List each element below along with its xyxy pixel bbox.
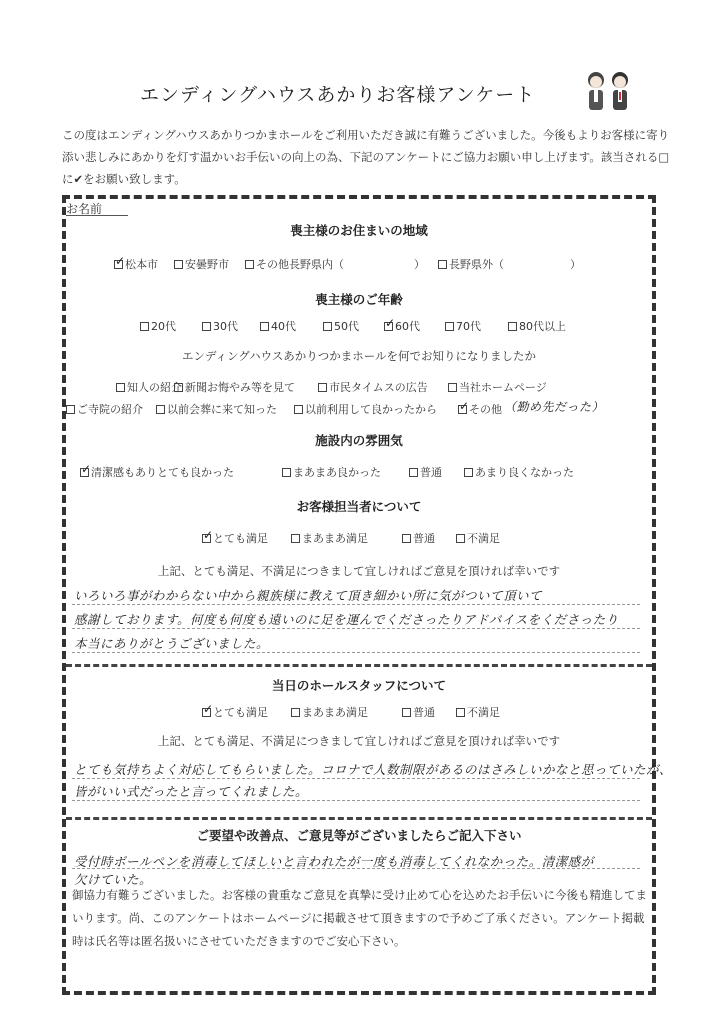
region-option-close: ） — [414, 258, 425, 271]
hall-heading: 当日のホールスタッフについて — [271, 678, 447, 693]
name-label: お名前 — [66, 202, 103, 216]
region-heading: 喪主様のお住まいの地域 — [290, 223, 428, 238]
age-option-20s[interactable]: 20代 — [140, 318, 176, 334]
hall-option-satisfied[interactable]: まあまあ満足 — [291, 704, 368, 720]
atmosphere-options — [62, 464, 656, 480]
source-other-note: （勤め先だった） — [504, 400, 605, 414]
atmosphere-option-very-good[interactable]: ✓清潔感もありとても良かった — [80, 464, 234, 480]
atmosphere-option-good[interactable]: まあまあ良かった — [282, 464, 381, 480]
checkbox-icon — [291, 534, 300, 543]
source-option-other[interactable]: ✓ その他 — [458, 401, 502, 417]
staff-option-very-satisfied[interactable]: ✓とても満足 — [202, 530, 268, 546]
staff-option-satisfied[interactable]: まあまあ満足 — [291, 530, 368, 546]
checkbox-icon — [282, 468, 291, 477]
source-options-row1 — [62, 379, 656, 395]
checkbox-icon — [448, 383, 457, 392]
staff-comment-line-3: 本当にありがとうございました。 — [74, 636, 270, 651]
checkbox-icon — [174, 383, 183, 392]
hall-option-unsatisfied[interactable]: 不満足 — [456, 704, 500, 720]
source-option-past-use[interactable]: 以前利用して良かったから — [294, 401, 437, 417]
checkbox-icon — [245, 260, 254, 269]
region-option-nagano-other[interactable]: その他長野県内（ — [245, 256, 344, 272]
atmosphere-option-normal[interactable]: 普通 — [409, 464, 442, 480]
staff-heading: お客様担当者について — [296, 499, 422, 514]
source-option-past-funeral[interactable]: 以前会葬に来て知った — [156, 401, 277, 417]
age-option-30s[interactable]: 30代 — [202, 318, 238, 334]
comment-rule — [72, 778, 640, 779]
staff-prompt: 上記、とても満足、不満足につきまして宜しければご意見を頂ければ幸いです — [157, 564, 561, 578]
checkbox-checked-icon — [114, 260, 123, 269]
source-heading: エンディングハウスあかりつかまホールを何でお知りになりましたか — [181, 349, 537, 363]
checkbox-icon — [156, 405, 165, 414]
comment-rule — [72, 628, 640, 629]
region-option-close-2: ） — [570, 258, 581, 271]
checkbox-icon — [116, 383, 125, 392]
checkbox-icon — [464, 468, 473, 477]
region-option-outside[interactable]: 長野県外（ — [438, 256, 504, 272]
checkbox-checked-icon — [384, 322, 393, 331]
staff-comment-line-1: いろいろ事がわからない中から親族様に教えて頂き細かい所に気がついて頂いて — [74, 588, 543, 603]
staff-option-normal[interactable]: 普通 — [402, 530, 435, 546]
age-option-40s[interactable]: 40代 — [260, 318, 296, 334]
age-options — [62, 318, 656, 334]
hall-prompt: 上記、とても満足、不満足につきまして宜しければご意見を頂ければ幸いです — [157, 734, 561, 748]
comment-rule — [72, 868, 640, 869]
age-option-60s[interactable]: ✓ 60代 — [384, 318, 420, 334]
closing-text: 御協力有難うございました。お客様の貴重なご意見を真摯に受け止めて心を込めたお手伝いに今後も精進してまいります。尚、このアンケートはホームページに掲載させて頂きますので予めご了承ください。アンケート掲載時は氏名等は匿名扱いにさせていただきますのでご安心下さい。 — [72, 888, 647, 948]
hall-comment-line-2: 皆がいい式だったと言ってくれました。 — [74, 784, 309, 799]
age-option-70s[interactable]: 70代 — [445, 318, 481, 334]
atmosphere-option-not-good[interactable]: あまり良くなかった — [464, 464, 574, 480]
source-option-times-ad[interactable]: 市民タイムスの広告 — [318, 379, 428, 395]
staff-options — [62, 530, 656, 546]
staff-option-unsatisfied[interactable]: 不満足 — [456, 530, 500, 546]
section-divider — [66, 817, 652, 820]
checkbox-icon — [402, 708, 411, 717]
checkbox-icon — [323, 322, 332, 331]
hall-comment-line-1: とても気持ちよく対応してもらいました。コロナで人数制限があるのはさみしいかなと思っていたが、 — [74, 762, 673, 777]
survey-title: エンディングハウスあかりお客様アンケート — [140, 84, 536, 106]
checkbox-icon — [445, 322, 454, 331]
hall-options — [62, 704, 656, 720]
comment-rule — [72, 652, 640, 653]
checkbox-icon — [438, 260, 447, 269]
checkbox-icon — [174, 260, 183, 269]
age-option-80s-plus[interactable]: 80代以上 — [508, 318, 566, 334]
checkbox-icon — [456, 708, 465, 717]
checkbox-checked-icon — [458, 405, 467, 414]
source-option-newspaper[interactable]: 新聞お悔やみ等を見て — [174, 379, 295, 395]
checkbox-icon — [202, 322, 211, 331]
checkbox-icon — [409, 468, 418, 477]
staff-comment-line-2: 感謝しております。何度も何度も遠いのに足を運んでくださったりアドバイスをくださったり — [74, 612, 619, 627]
source-option-homepage[interactable]: 当社ホームページ — [448, 379, 547, 395]
source-option-temple[interactable]: ご寺院の紹介 — [66, 401, 143, 417]
comment-rule — [72, 604, 640, 605]
section-divider — [66, 664, 652, 667]
checkbox-icon — [260, 322, 269, 331]
source-option-acquaintance[interactable]: 知人の紹介 — [116, 379, 182, 395]
checkbox-icon — [508, 322, 517, 331]
checkbox-checked-icon — [202, 534, 211, 543]
name-field[interactable] — [66, 215, 128, 217]
checkbox-icon — [140, 322, 149, 331]
source-options-row2 — [62, 401, 656, 419]
region-option-azumino[interactable]: 安曇野市 — [174, 256, 229, 272]
age-option-50s[interactable]: 50代 — [323, 318, 359, 334]
checkbox-icon — [291, 708, 300, 717]
checkbox-icon — [66, 405, 75, 414]
requests-comment-line-2: 欠けていた。 — [74, 872, 153, 887]
requests-heading: ご要望や改善点、ご意見等がございましたらご記入下さい — [196, 828, 522, 843]
region-options — [62, 256, 656, 272]
atmosphere-heading: 施設内の雰囲気 — [315, 433, 403, 448]
age-heading: 喪主様のご年齢 — [315, 292, 403, 307]
staff-illustration-icon — [578, 68, 638, 114]
requests-comment-line-1: 受付時ボールペンを消毒してほしいと言われたが一度も消毒してくれなかった。清潔感が — [74, 854, 594, 869]
checkbox-icon — [294, 405, 303, 414]
hall-option-very-satisfied[interactable]: ✓とても満足 — [202, 704, 268, 720]
checkbox-checked-icon — [80, 468, 89, 477]
checkbox-icon — [456, 534, 465, 543]
checkbox-icon — [318, 383, 327, 392]
checkbox-checked-icon — [202, 708, 211, 717]
region-option-matsumoto[interactable]: ✓松本市 — [114, 256, 158, 272]
hall-option-normal[interactable]: 普通 — [402, 704, 435, 720]
intro-text: この度はエンディングハウスあかりつかまホールをご利用いただき誠に有難うございました。今後もよりお客様に寄り添い悲しみにあかりを灯す温かいお手伝いの向上の為、下記のアンケートにご協力お願い申し上げます。該当される□に✔をお願い致します。 — [62, 128, 670, 186]
comment-rule — [72, 800, 640, 801]
checkbox-icon — [402, 534, 411, 543]
